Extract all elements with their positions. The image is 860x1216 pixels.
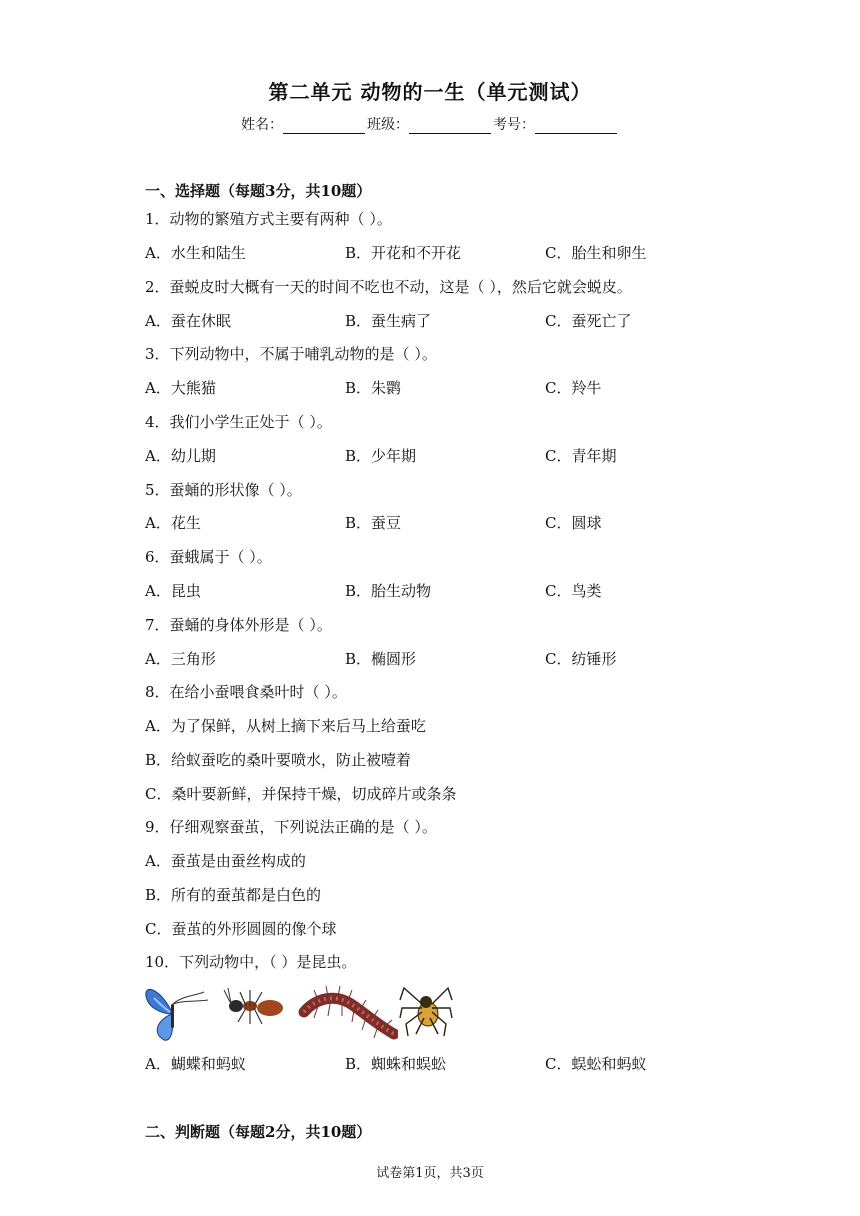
question-stem: 1．动物的繁殖方式主要有两种（ ）。 bbox=[145, 210, 392, 228]
question-stem: 5．蚕蛹的形状像（ ）。 bbox=[145, 481, 302, 499]
spider-icon bbox=[398, 982, 454, 1038]
class-blank[interactable] bbox=[409, 119, 491, 134]
centipede-icon bbox=[298, 982, 398, 1044]
question-options bbox=[145, 377, 785, 397]
question-stem: 2．蚕蜕皮时大概有一天的时间不吃也不动，这是（ ），然后它就会蜕皮。 bbox=[145, 278, 632, 296]
option-a[interactable]: A．为了保鲜，从树上摘下来后马上给蚕吃 bbox=[145, 717, 426, 735]
option-b[interactable]: B．椭圆形 bbox=[345, 650, 417, 668]
option-c[interactable]: C．鸟类 bbox=[545, 582, 602, 600]
exam-no-label: 考号： bbox=[493, 117, 535, 133]
option-a[interactable]: A．花生 bbox=[145, 514, 201, 532]
question-options bbox=[145, 310, 785, 330]
question-stem: 6．蚕蛾属于（ ）。 bbox=[145, 548, 272, 566]
option-c[interactable]: C．蜈蚣和蚂蚁 bbox=[545, 1055, 647, 1073]
option-a[interactable]: A．蝴蝶和蚂蚁 bbox=[145, 1055, 246, 1073]
question-options bbox=[145, 648, 785, 668]
option-a[interactable]: A．蚕在休眠 bbox=[145, 312, 231, 330]
option-b[interactable]: B．蜘蛛和蜈蚣 bbox=[345, 1055, 447, 1073]
student-info-line bbox=[0, 114, 860, 134]
option-b[interactable]: B．朱鹮 bbox=[345, 379, 402, 397]
option-c[interactable]: C．桑叶要新鲜，并保持干燥，切成碎片或条条 bbox=[145, 785, 457, 803]
question-stem: 10．下列动物中，（ ）是昆虫。 bbox=[145, 953, 357, 971]
question-stem: 7．蚕蛹的身体外形是（ ）。 bbox=[145, 616, 332, 634]
option-a[interactable]: A．大熊猫 bbox=[145, 379, 216, 397]
option-c[interactable]: C．纺锤形 bbox=[545, 650, 617, 668]
option-a[interactable]: A．昆虫 bbox=[145, 582, 201, 600]
option-b[interactable]: B．开花和不开花 bbox=[345, 244, 462, 262]
option-a[interactable]: A．水生和陆生 bbox=[145, 244, 246, 262]
option-c[interactable]: C．青年期 bbox=[545, 447, 617, 465]
option-c[interactable]: C．圆球 bbox=[545, 514, 602, 532]
option-a[interactable]: A．三角形 bbox=[145, 650, 216, 668]
option-c[interactable]: C．蚕茧的外形圆圆的像个球 bbox=[145, 920, 337, 938]
question-stem: 8．在给小蚕喂食桑叶时（ ）。 bbox=[145, 683, 347, 701]
name-label: 姓名： bbox=[241, 117, 283, 133]
question-options bbox=[145, 512, 785, 532]
option-b[interactable]: B．蚕生病了 bbox=[345, 312, 432, 330]
question-options bbox=[145, 445, 785, 465]
question-stem: 9．仔细观察蚕茧，下列说法正确的是（ ）。 bbox=[145, 818, 437, 836]
name-blank[interactable] bbox=[283, 119, 365, 134]
question-options bbox=[145, 580, 785, 600]
butterfly-icon bbox=[142, 982, 212, 1044]
page-footer: 试卷第1页，共3页 bbox=[376, 1166, 484, 1181]
class-label: 班级： bbox=[367, 117, 409, 133]
ant-icon bbox=[222, 982, 296, 1030]
exam-no-blank[interactable] bbox=[535, 119, 617, 134]
option-b[interactable]: B．给蚁蚕吃的桑叶要喷水，防止被噎着 bbox=[145, 751, 412, 769]
page-title: 第二单元 动物的一生（单元测试） bbox=[268, 80, 592, 104]
option-b[interactable]: B．少年期 bbox=[345, 447, 417, 465]
option-c[interactable]: C．羚牛 bbox=[545, 379, 602, 397]
option-b[interactable]: B．所有的蚕茧都是白色的 bbox=[145, 886, 322, 904]
question-stem: 4．我们小学生正处于（ ）。 bbox=[145, 413, 332, 431]
section-heading-judgment: 二、判断题（每题2分，共10题） bbox=[145, 1123, 372, 1141]
option-c[interactable]: C．胎生和卵生 bbox=[545, 244, 647, 262]
question-options bbox=[145, 242, 785, 262]
option-b[interactable]: B．胎生动物 bbox=[345, 582, 432, 600]
option-c[interactable]: C．蚕死亡了 bbox=[545, 312, 632, 330]
option-b[interactable]: B．蚕豆 bbox=[345, 514, 402, 532]
question-stem: 3．下列动物中，不属于哺乳动物的是（ ）。 bbox=[145, 345, 437, 363]
question-options bbox=[145, 1053, 785, 1073]
option-a[interactable]: A．蚕茧是由蚕丝构成的 bbox=[145, 852, 306, 870]
option-a[interactable]: A．幼儿期 bbox=[145, 447, 216, 465]
section-heading-choice: 一、选择题（每题3分，共10题） bbox=[145, 182, 372, 200]
